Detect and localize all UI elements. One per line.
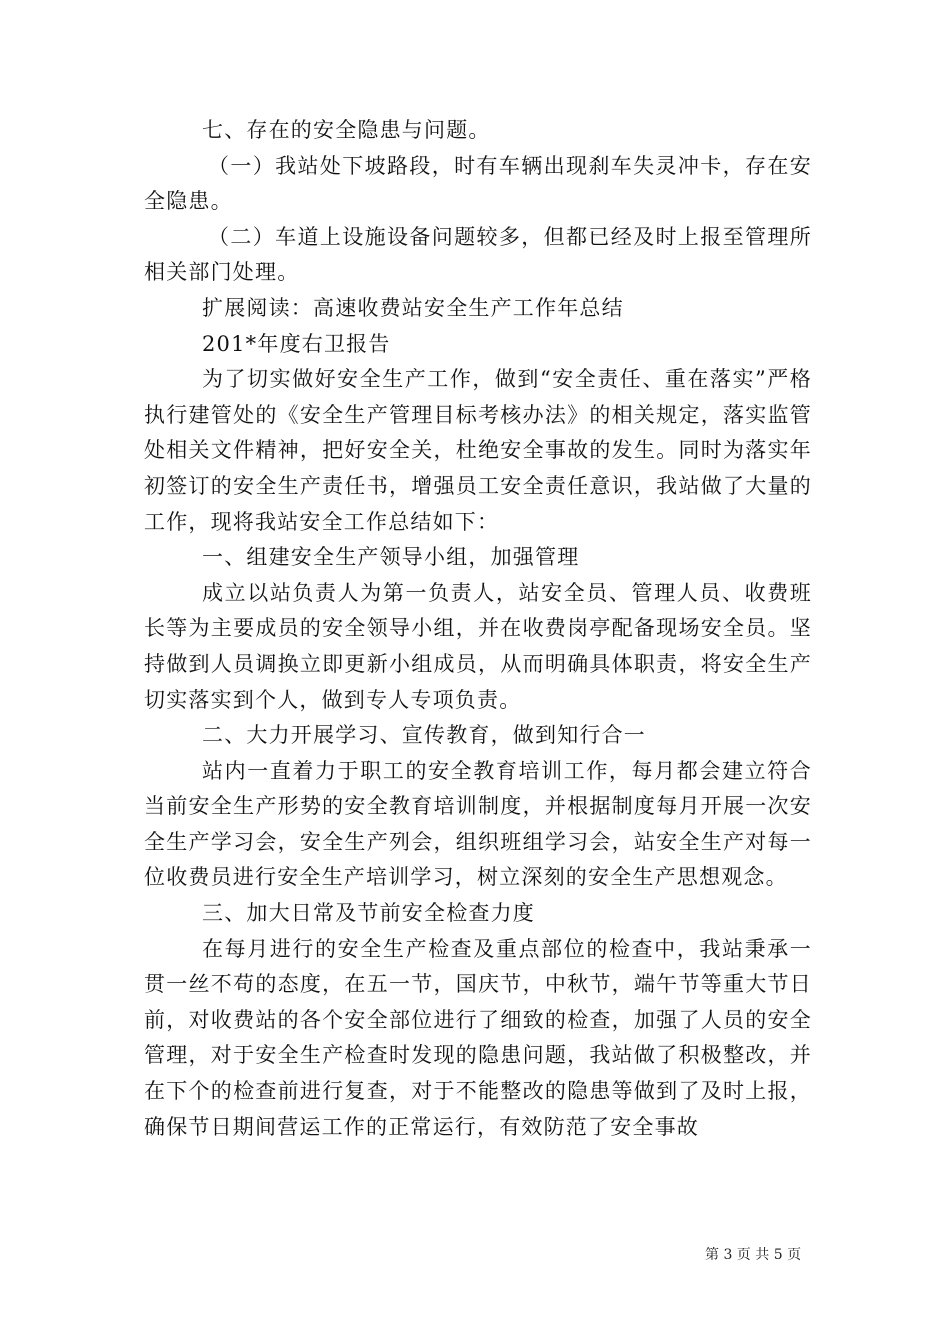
section-heading-3: 三、加大日常及节前安全检查力度: [202, 901, 535, 926]
section-heading-2: 二、大力开展学习、宣传教育，做到知行合一: [202, 723, 646, 748]
document-body: [144, 113, 812, 1145]
section-heading-1: 一、组建安全生产领导小组，加强管理: [202, 545, 580, 570]
section-heading-7: 七、存在的安全隐患与问题。: [202, 118, 491, 142]
paragraph-item-2: （二）车道上设施设备问题较多，但都已经及时上报至管理所相关部门处理。: [144, 224, 812, 285]
page-number-footer: 第 3 页 共 5 页: [705, 1247, 802, 1263]
section-1-paragraph: 成立以站负责人为第一负责人，站安全员、管理人员、收费班长等为主要成员的安全领导小组，并在收费岗亭配备现场安全员。坚持做到人员调换立即更新小组成员，从而明确具体职责，将安全生产切实落实到个人，做到专人专项负责。: [144, 580, 812, 712]
section-2-paragraph: 站内一直着力于职工的安全教育培训工作，每月都会建立符合当前安全生产形势的安全教育培训制度，并根据制度每月开展一次安全生产学习会，安全生产列会，组织班组学习会，站安全生产对每一位收费员进行安全生产培训学习，树立深刻的安全生产思想观念。: [144, 758, 812, 890]
section-3-paragraph: 在每月进行的安全生产检查及重点部位的检查中，我站秉承一贯一丝不苟的态度，在五一节，国庆节，中秋节，端午节等重大节日前，对收费站的各个安全部位进行了细致的检查，加强了人员的安全管理，对于安全生产检查时发现的隐患问题，我站做了积极整改，并在下个的检查前进行复查，对于不能整改的隐患等做到了及时上报，确保节日期间营运工作的正常运行，有效防范了安全事故: [144, 936, 812, 1139]
report-title: 201*年度右卫报告: [202, 331, 391, 356]
extended-reading-title: 扩展阅读：高速收费站安全生产工作年总结: [202, 295, 624, 320]
paragraph-item-1: （一）我站处下坡路段，时有车辆出现刹车失灵冲卡，存在安全隐患。: [144, 153, 812, 214]
intro-paragraph: 为了切实做好安全生产工作，做到“安全责任、重在落实”严格执行建管处的《安全生产管理目标考核办法》的相关规定，落实监管处相关文件精神，把好安全关，杜绝安全事故的发生。同时为落实年初签订的安全生产责任书，增强员工安全责任意识，我站做了大量的工作，现将我站安全工作总结如下：: [144, 367, 812, 534]
